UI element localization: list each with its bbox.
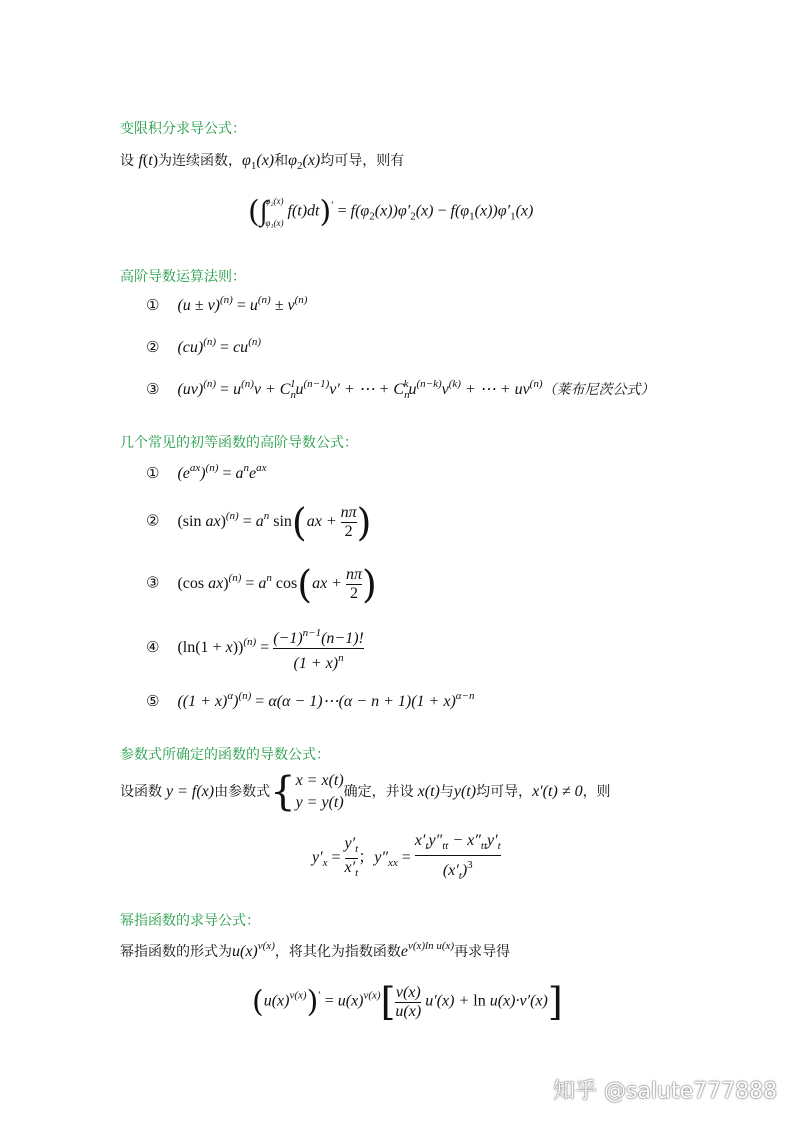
elementary-item-5: ⑤ $((1 + x)^\alpha)^{(n)} = \alpha(\alpha$ − 1)⋯(α − $n + 1)(1 + x)^{\alpha-n}$ bbox=[146, 690, 475, 710]
rule-item-1: ① $(u \pm v)^{(n)} = u^{(n)} \pm v^{(n)}$ bbox=[146, 294, 308, 314]
math-phi2: $\varphi_2(x)$ bbox=[288, 152, 321, 172]
elementary-item-1: ① $(e^{ax})^{(n)} = a^ne^{ax}$ bbox=[146, 462, 267, 482]
watermark: 知乎 @salute777888 bbox=[553, 1079, 778, 1104]
section-intro-parametric bbox=[120, 770, 611, 814]
intro-fragment: 和 bbox=[274, 153, 289, 169]
section-heading-power-exponential: 幂指函数的求导公式： bbox=[120, 913, 260, 929]
item-marker: ② bbox=[146, 511, 160, 530]
elementary-item-3: ③ (cos $ax)^{(n)} = a^n$ cos(ax + $\frac{n\pi}{2}$ ) bbox=[146, 562, 377, 606]
section-intro-variable-limit-integral bbox=[120, 150, 404, 172]
leibniz-note: （莱布尼茨公式） bbox=[542, 382, 655, 398]
fraction-log-derivative: $\frac{(-1)^{n-1}(n-1)!}{(1 + x)^n}$ bbox=[273, 627, 364, 672]
section-heading-variable-limit-integral: 变限积分求导公式： bbox=[120, 121, 246, 137]
var-t: t bbox=[148, 152, 153, 169]
intro-fragment: 确定，并设 bbox=[343, 784, 414, 800]
intro-fragment: 再求导得 bbox=[454, 944, 511, 960]
section-heading-higher-derivative-rules: 高阶导数运算法则： bbox=[120, 269, 246, 285]
brace: { bbox=[270, 769, 296, 815]
fraction-first-derivative: $\frac{y'_t}{x'_t}$ bbox=[345, 835, 359, 882]
item-marker: ⑤ bbox=[146, 692, 160, 710]
intro-fragment: 设函数 bbox=[120, 784, 162, 800]
math-u-pow-v: $u(x)^{v(x)}$ bbox=[232, 940, 275, 960]
parametric-system: x = x(t) y = y(t) bbox=[295, 772, 344, 811]
intro-fragment: 设 bbox=[120, 153, 139, 169]
item-marker: ① bbox=[146, 464, 160, 482]
math-x-prime-nonzero: x′(t) ≠ 0 bbox=[532, 783, 583, 800]
item-marker: ② bbox=[146, 338, 160, 356]
math-f-t: f bbox=[138, 152, 143, 169]
fraction-second-derivative: $\frac{x'_ty''_{tt} - x''_{tt}y'_t}{(x'_t)^3}$ bbox=[415, 832, 501, 885]
intro-fragment: 幂指函数的形式为 bbox=[120, 944, 232, 960]
paren: ( bbox=[142, 152, 149, 169]
fraction-n-pi-over-2: $\frac{n\pi}{2}$ bbox=[340, 503, 357, 540]
rule-item-2: ② $(cu)^{(n)} = cu^{(n)}$ bbox=[146, 336, 262, 356]
math-y-t: y(t) bbox=[453, 783, 477, 800]
item-marker: ① bbox=[146, 296, 160, 314]
intro-fragment: 均可导， bbox=[476, 784, 533, 800]
math-phi1: $\varphi_1(x)$ bbox=[242, 152, 275, 172]
section-heading-parametric-derivative: 参数式所确定的函数的导数公式： bbox=[120, 747, 330, 763]
math-x-t: x(t) bbox=[413, 783, 440, 800]
item-marker: ③ bbox=[146, 573, 160, 592]
formula-parametric-derivative: $y'_x$ = $\frac{y'_t}{x'_t}$ ；$y''_{xx}$ = $\frac{x'_ty''_{tt} - x''_{tt}y'_t}{(x'_t)^3}$ bbox=[312, 832, 501, 885]
intro-fragment: 均可导，则有 bbox=[320, 153, 405, 169]
item-marker: ④ bbox=[146, 638, 160, 657]
integral-limits: φ₂(x) φ₁(x) bbox=[265, 196, 284, 228]
section-heading-elementary-higher-derivatives: 几个常见的初等函数的高阶导数公式： bbox=[120, 435, 358, 451]
section-intro-power-exponential bbox=[120, 940, 510, 961]
intro-fragment: ，将其化为指数函数 bbox=[274, 944, 401, 960]
intro-fragment: 由参数式 bbox=[214, 784, 271, 800]
intro-fragment: 与 bbox=[439, 784, 454, 800]
integral-symbol: ∫ bbox=[259, 196, 268, 227]
intro-fragment: ，则 bbox=[582, 784, 611, 800]
fraction-v-over-u: $\frac{v(x)}{u(x)}$ bbox=[395, 983, 422, 1020]
formula-variable-limit-integral: (∫ φ₂(x) φ₁(x) $f(t)dt)' = f(\varphi_2(x))\varphi'_2(x) - f(\varphi_1(x))\varphi'_1(x)$ bbox=[248, 190, 533, 234]
paren: ) bbox=[152, 152, 159, 169]
math-y-eq-fx: y = f(x) bbox=[162, 783, 215, 800]
math-exp-form: $e^{v(x)ln u(x)}$ bbox=[400, 940, 455, 960]
rule-item-3-leibniz: ③ $(uv)^{(n)} = u^{(n)}v + C_n^1u^{(n-1)}v'$ + ⋯ + $C_n^ku^{(n-k)}v^{(k)}$ + ⋯ + $uv^{(n)}$（莱布尼茨公式） bbox=[146, 378, 655, 401]
elementary-item-4: ④ $(\ln(1 + x))^{(n)}$ = $\frac{(-1)^{n-1}(n-1)!}{(1 + x)^n}$ bbox=[146, 624, 364, 673]
intro-fragment: 为连续函数， bbox=[158, 153, 243, 169]
formula-power-exponential: $(u(x)^{v(x)})' = u(x)^{v(x)}$[ $\frac{v(x)}{u(x)}$ u′(x) + ln u(x)·v′(x)] bbox=[252, 980, 563, 1024]
fraction-n-pi-over-2: $\frac{n\pi}{2}$ bbox=[345, 565, 362, 602]
elementary-item-2: ② (sin $ax)^{(n)} = a^n$ sin(ax + $\frac{n\pi}{2}$ ) bbox=[146, 500, 372, 544]
item-marker: ③ bbox=[146, 380, 160, 398]
